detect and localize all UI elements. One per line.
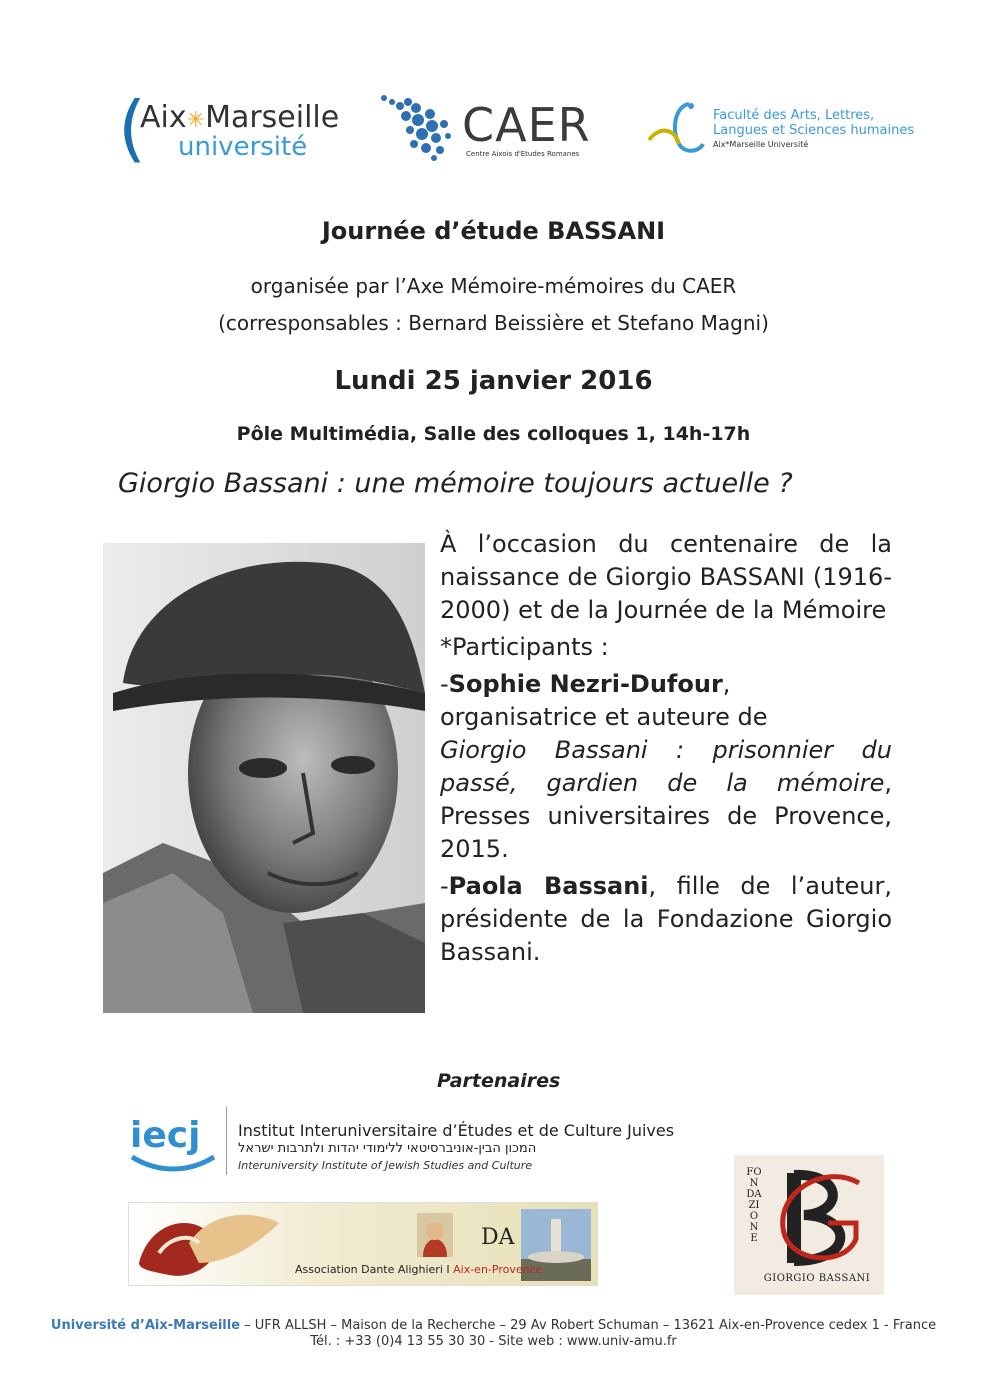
iecj-logo — [128, 1107, 675, 1177]
participant-2 — [440, 870, 892, 969]
event-date: Lundi 25 janvier 2016 — [334, 366, 653, 396]
participant-1-publisher: , Presses universitaires de Provence, 2015. — [440, 769, 892, 863]
event-place: Pôle Multimédia, Salle des colloques 1, 14h-17h — [236, 423, 751, 445]
star-icon: ✳ — [186, 108, 206, 133]
iecj-mark-icon — [128, 1107, 218, 1177]
participant-2-name: Paola Bassani — [448, 872, 649, 900]
iecj-name-he: המכון הבין-אוניברסיטאי ללימודי יהדות ולתרבות ישראל — [238, 1141, 537, 1156]
aix-marseille-logo — [118, 86, 348, 172]
faculty-line3: Aix*Marseille Université — [713, 140, 809, 149]
amu-logo-marseille: Marseille — [205, 100, 340, 135]
faculty-line1: Faculté des Arts, Lettres, — [713, 108, 875, 123]
dante-alighieri-logo — [128, 1202, 598, 1286]
gb-monogram-icon — [764, 1163, 874, 1271]
footer-address-text: – UFR ALLSH – Maison de la Recherche – 29 Av Robert Schuman – 13621 Aix-en-Provence cedex 1 - France — [240, 1318, 937, 1333]
dante-leaf-icon — [129, 1203, 289, 1285]
intro-paragraph: À l’occasion du centenaire de la naissance de Giorgio BASSANI (1916-2000) et de la Journée de la Mémoire — [440, 530, 892, 624]
fondazione-bassani-logo — [734, 1155, 884, 1295]
faculty-line2: Langues et Sciences humaines — [713, 123, 915, 138]
iecj-divider — [226, 1107, 227, 1175]
participant-2-role: , fille de l’auteur, présidente de la Fondazione Giorgio Bassani. — [440, 872, 892, 966]
bassani-portrait — [103, 543, 425, 1013]
dante-association-label — [295, 1263, 542, 1276]
body-text — [440, 528, 892, 973]
iecj-name-fr: Institut Interuniversitaire d’Études et de Culture Juives — [238, 1121, 675, 1140]
dante-association-city: Aix-en-Provence — [453, 1263, 543, 1276]
fondazione-vertical-text: FONDAZIONE — [746, 1167, 762, 1244]
event-organizer: organisée par l’Axe Mémoire-mémoires du CAER — [250, 274, 737, 298]
caer-dots-icon — [378, 94, 458, 164]
amu-logo-line1 — [140, 100, 339, 135]
caer-name: CAER — [462, 98, 591, 152]
caer-logo — [378, 92, 608, 167]
footer-contact: Tél. : +33 (0)4 13 55 30 30 - Site web : www.univ-amu.fr — [310, 1334, 677, 1349]
participant-2-dash: - — [440, 872, 449, 900]
participant-1-role: organisatrice et auteure de — [440, 703, 768, 731]
participant-1-dash: - — [440, 670, 449, 698]
participant-1-name: Sophie Nezri-Dufour — [448, 670, 723, 698]
faculty-mark-icon — [645, 100, 707, 158]
dante-association-name: Association Dante Alighieri I — [295, 1263, 454, 1276]
event-subtitle: Giorgio Bassani : une mémoire toujours actuelle ? — [118, 468, 793, 499]
dante-da-mark: DA — [481, 1225, 515, 1250]
participant-1 — [440, 668, 892, 866]
logo-bracket-icon: ( — [118, 86, 147, 170]
iecj-name-en: Interuniversity Institute of Jewish Studies and Culture — [238, 1159, 533, 1172]
amu-logo-line2: université — [178, 132, 308, 162]
iecj-mark-text: iecj — [130, 1115, 201, 1156]
footer-university: Université d’Aix-Marseille — [50, 1318, 241, 1333]
faculty-logo — [645, 100, 915, 160]
event-coorganizers: (corresponsables : Bernard Beissière et Stefano Magni) — [218, 311, 769, 335]
caer-subtitle: Centre Aixois d'Etudes Romanes — [466, 150, 580, 158]
partners-title: Partenaires — [437, 1070, 561, 1092]
participant-1-comma: , — [722, 670, 731, 698]
dante-portrait-icon — [417, 1213, 453, 1257]
participant-1-book: Giorgio Bassani : prisonnier du passé, gardien de la mémoire — [440, 736, 892, 797]
amu-logo-aix: Aix — [140, 100, 187, 135]
participants-label: *Participants : — [440, 633, 609, 661]
event-title: Journée d’étude BASSANI — [321, 217, 666, 245]
footer-address — [0, 1318, 987, 1333]
fondazione-name: GIORGIO BASSANI — [763, 1273, 871, 1284]
